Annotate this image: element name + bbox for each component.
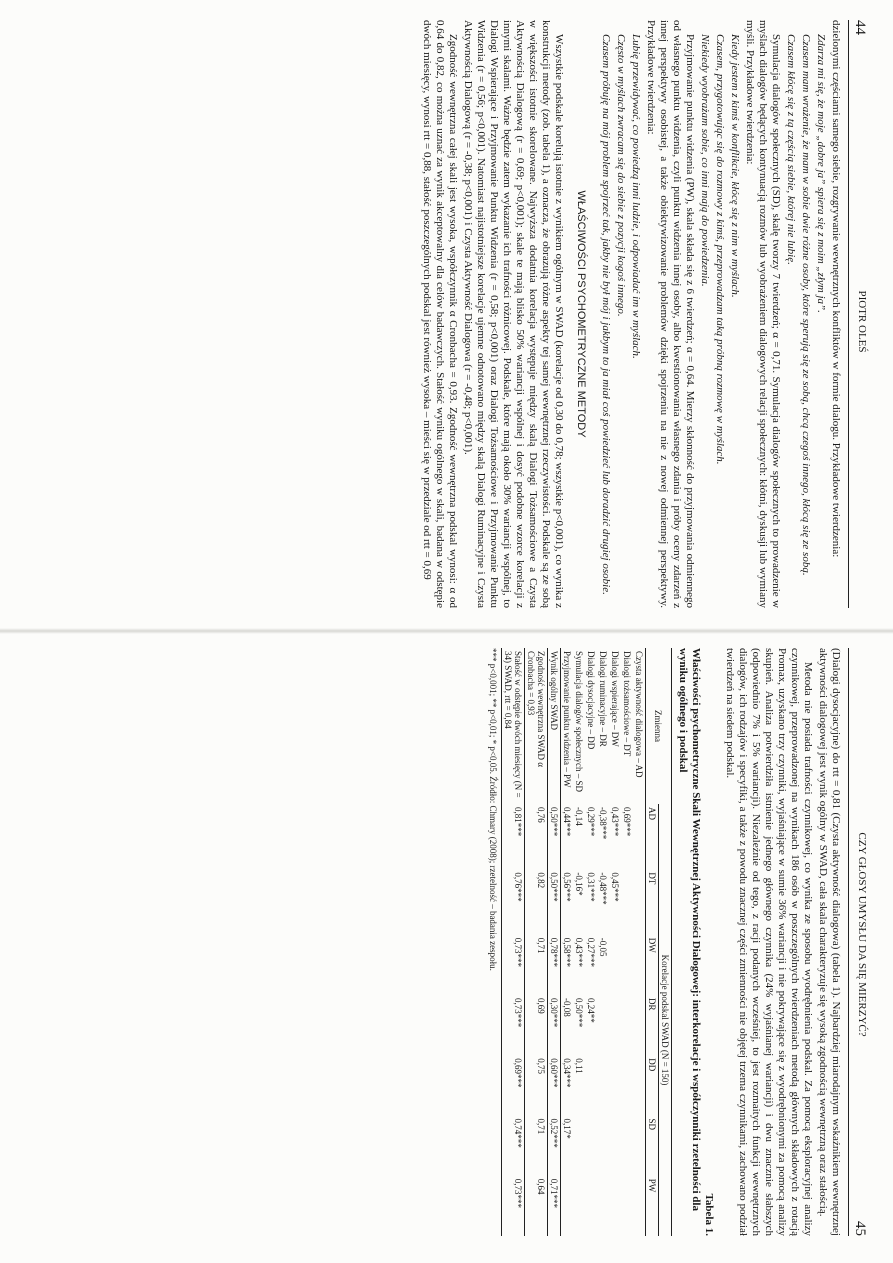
table-cell — [609, 1115, 621, 1175]
table-cell: 0,44*** — [562, 807, 572, 837]
left-page — [98, 14, 868, 614]
table-cell: 0,27*** — [586, 937, 596, 967]
group-header: Korelacje podskal SWAD (N = 150) — [659, 804, 672, 1236]
row-label: Dialogi tożsamościowe – DT — [622, 651, 632, 757]
table-cell: 0,71*** — [548, 1176, 561, 1236]
table-cell: 0,71 — [525, 1115, 548, 1175]
row-label: Zgodność wewnętrzna SWAD α Cronbacha = 0,93 — [525, 648, 548, 804]
table-cell: 0,30*** — [548, 995, 561, 1055]
table-cell — [633, 1055, 646, 1115]
left-page-number: 44 — [852, 20, 868, 35]
paragraph: Przyjmowanie punktu widzenia (PW), skala składa się z 6 twierdzeń; α = 0,64. Mierzy skłonność do przyjmowania odmiennego od własnego punktu widzenia, czyli punktu widzenia innej osoby, albo kwestionowania własnego zdania i próby oceny zdarzeń z innej perspektywy osobistej, a także obiektywizowanie problemów dzięki spojrzeniu na nie z nowej odmiennej perspektywy. Przykładowe twierdzenia: — [645, 20, 696, 608]
variable-header: Zmienna — [646, 648, 672, 804]
table-cell: 0,81*** — [502, 804, 525, 869]
table-cell — [561, 1176, 574, 1236]
table-cell — [597, 1115, 609, 1175]
table-cell: -0,08 — [562, 997, 572, 1017]
table-cell — [585, 1115, 597, 1175]
page-fold — [0, 628, 893, 634]
table-cell — [633, 935, 646, 995]
table-cell — [621, 1115, 633, 1175]
example-item: Niekiedy wyobrażam sobie, co inni mają do powiedzenia. — [699, 34, 711, 287]
section-title: WŁAŚCIWOŚCI PSYCHOMETRYCZNE METODY — [575, 190, 587, 438]
paragraph: Wszystkie podskale korelują istotnie z wynikiem ogólnym w SWAD (korelacje od 0,30 do 0,78; wszystkie p<0,001), co wynika z konstrukcji metody (zob. tabela 1), a oznacza, że obrazują różne aspekty tej samej wewnętrznej rzeczywistości. Podskale są ze sobą w większości istotnie skorelowane. Najwyższa dodatnia korelacja występuje między skalą Dialogi Tożsamościowe a Czysta Aktywnością Dialogową (r = 0,69; p<0,001); skale te mają blisko 50% wariancji wspólnej i dosyć podobne wzorce korelacji z innymi skalami. Ważne będzie zatem wykazanie ich trafności różnicowej. Podskale, które mają około 30% wariancji wspólnej, to Dialogi Wspierające i Przyjmowanie Punktu Widzenia (r = 0,58; p<0,001) oraz Dialogi Tożsamościowe i Przyjmowanie Punktu Widzenia (r = 0,56; p<0,001). Natomiast najistotniejsze korelacje ujemne odnotowano między skalą Dialogi Ruminacyjne i Czysta Aktywnością Dialogową (r = -0,38; p<0,001) i Czysta Aktywność Dialogowa (r = -0,48; p<0,001). — [462, 20, 565, 608]
table-cell: 0,50*** — [548, 804, 561, 869]
row-label: Wynik ogólny SWAD — [548, 648, 561, 804]
table-cell: 0,29*** — [586, 807, 596, 837]
table-title: Właściwości psychometryczne Skali Wewnętrznej Aktywności Dialogowej: interkorelacje i współczynniki rzetelności dla wyniku ogólnego i podskal — [677, 648, 702, 1211]
column-header: PW — [647, 1178, 657, 1193]
table-cell: 0,64 — [525, 1176, 548, 1236]
table-cell — [585, 1055, 597, 1115]
table-cell: 0,75 — [525, 1055, 548, 1115]
table-cell — [597, 995, 609, 1055]
row-label: Dialogi ruminacyjne – DR — [598, 651, 608, 747]
table-cell: 0,34*** — [562, 1058, 572, 1088]
row-label: Stałość w odstępie dwóch miesięcy (N = 34) SWAD, rtt = 0,84 — [502, 648, 525, 804]
table-cell: 0,45*** — [610, 872, 620, 902]
example-item: Czasem mam wrażenie, że mam w sobie dwie różne osoby, które sperują się ze sobą, chcą czegoś innego, kłócą się ze sobą. — [800, 34, 812, 576]
example-item: Kiedy jestem z kimś w konflikcie, kłócę się z nim w myślach. — [729, 34, 741, 298]
table-cell — [597, 1055, 609, 1115]
paragraph: Symulacja dialogów społecznych (SD), skalę tworzy 7 twierdzeń; α = 0,71. Symulacja dialogów społecznych to prowadzenie w myślach dialogów będących kontynuacją rozmów lub wyobrażeniem dialogowych relacji społecznych: kłótni, dyskusji lub wymiany myśli. Przykładowe twierdzenia: — [744, 20, 782, 608]
table-row — [609, 648, 621, 1236]
table-cell — [621, 995, 633, 1055]
table-cell: 0,78*** — [548, 935, 561, 995]
table-cell: 0,74*** — [502, 1115, 525, 1175]
left-head-title: PIOTR OLEŚ — [856, 290, 868, 353]
right-page-number: 45 — [852, 1221, 868, 1236]
table-cell: 0,73*** — [502, 995, 525, 1055]
table-cell: 0,73*** — [502, 935, 525, 995]
table-cell — [621, 935, 633, 995]
psychometric-table — [501, 648, 672, 1236]
table-row — [597, 648, 609, 1236]
table-cell: 0,71 — [525, 935, 548, 995]
table-cell: 0,50*** — [548, 869, 561, 934]
table-cell: 0,76*** — [502, 869, 525, 934]
left-running-head — [848, 20, 868, 608]
table-row — [621, 648, 633, 1236]
example-item: Czasem kłócę się z tą częścią siebie, której nie lubię. — [785, 34, 797, 265]
table-note: *** p<0,001; ** p<0,01; * p<0,05. Źródło: Chmary (2008); rzetelność – badania zespołu. — [488, 648, 498, 971]
paragraph: Metoda nie posiada trafności czynnikowej, co wynika ze sposobu wyodrębnienia podskal. Za pomocą eksploracyjnej analizy czynnikowej, przeprowadzonej na wynikach 186 osób w poszczególnych twierdzeniach metodą głównych składowych z rotacją Promax, uzyskano trzy czynniki, wyjaśniające w sumie 36% wariancji i nie pokrywające się z wyodrębnionymi za pomocą analizy skupień. Analiza potwierdziła istnienie jednego głównego czynnika (24% wyjaśnianej wariancji) i dwu znacznie słabszych (odpowiednio 7% i 5% wariancji). Niezależnie od tego, z racji podanych wcześniej, to jest rozmaitych funkcji wewnętrznych dialogów, ich rodzajów i specyfiki, a także z powodu znacznej części zmienności nie objętej trzema czynnikami, zachowano podział twierdzeń na siedem podskal. — [724, 648, 814, 1236]
paragraph: (Dialogi dysocjacyjne) do rtt = 0,81 (Czysta aktywność dialogowa) (tabela 1). Najbardziej miarodajnym wskaźnikiem wewnętrznej aktywności dialogowej jest wynik ogólny w SWAD, cała skala charakteryzuje się wysoką zgodnością wewnętrzną oraz stałością. — [817, 648, 842, 1236]
table-cell: -0,38*** — [598, 807, 608, 840]
table-cell — [609, 995, 621, 1055]
column-header: DT — [647, 872, 657, 885]
column-header: DW — [647, 937, 657, 953]
table-row — [502, 648, 525, 1236]
table-cell — [621, 869, 633, 934]
table-cell: -0,48*** — [598, 872, 608, 905]
column-header: DD — [647, 1058, 657, 1072]
table-row — [573, 648, 585, 1236]
table-cell — [609, 1176, 621, 1236]
table-cell — [633, 869, 646, 934]
example-item: Czasem próbuję na mój problem spojrzeć tak, jakby nie był mój i jakbym to ja miał coś powiedzieć lub doradzić drugiej osobie. — [600, 34, 612, 595]
table-row — [561, 648, 574, 1236]
column-header: SD — [647, 1118, 657, 1130]
row-label: Przyjmowanie punktu widzenia – PW — [562, 651, 572, 788]
table-cell: 0,76 — [525, 804, 548, 869]
table-row — [525, 648, 548, 1236]
table-number: Tabela 1. — [703, 1193, 715, 1236]
example-item: Lubię przewidywać, co powiedzą inni ludzie, i odpowiadać im w myślach. — [630, 34, 642, 359]
table-cell: 0,69 — [525, 995, 548, 1055]
table-cell — [573, 1176, 585, 1236]
table-cell: 0,50*** — [574, 997, 584, 1028]
row-label: Symulacja dialogów społecznych – SD — [574, 651, 584, 792]
table-cell: -0,14 — [574, 807, 584, 826]
table-cell: 0,17* — [562, 1118, 572, 1139]
table-cell: 0,73*** — [502, 1176, 525, 1236]
table-cell: 0,58*** — [562, 937, 572, 967]
table-cell — [633, 1115, 646, 1175]
table-cell: 0,43*** — [574, 937, 584, 967]
row-label: Czysta aktywność dialogowa – AD — [634, 651, 644, 778]
paragraph: dzielonymi częściami samego siebie, rozgrywanie wewnętrznych konfliktów w formie dialogu. Przykładowe twierdzenia: — [830, 20, 842, 558]
table-row — [633, 648, 646, 1236]
row-label: Dialogi wspierające – DW — [610, 651, 620, 747]
row-label: Dialogi dysocjacyjne – DD — [586, 651, 596, 750]
table-caption — [676, 648, 715, 1236]
table-cell — [609, 1055, 621, 1115]
example-item: Zdarza mi się, że moje „dobre ja” spiera się z moim „złym ja”. — [815, 34, 827, 313]
table-cell — [633, 804, 646, 869]
table-cell — [573, 1115, 585, 1175]
table-cell — [597, 1176, 609, 1236]
column-header: DR — [647, 997, 657, 1011]
table-cell: 0,69*** — [502, 1055, 525, 1115]
right-running-head — [848, 648, 868, 1236]
table-cell — [633, 995, 646, 1055]
table-cell: 0,52*** — [548, 1115, 561, 1175]
table-cell: 0,60*** — [548, 1055, 561, 1115]
paragraph: Zgodność wewnętrzna całej skali jest wysoka, współczynnik α Cronbacha = 0,93. Zgodność wewnętrzna podskal wynosi: α od 0,64 do 0,82, co można uznać za wynik akceptowalny dla celów badawczych. Stałość wyniku ogólnego w skali, badana w odstępie dwóch miesięcy, wynosi rtt = 0,88, stałość poszczególnych podskal jest również wysoka – mieści się w przedziale od rtt = 0,69 — [421, 20, 459, 608]
table-cell: 0,82 — [525, 869, 548, 934]
table-cell: 0,43*** — [610, 807, 620, 837]
table-cell — [633, 1176, 646, 1236]
table-cell: -0,16* — [574, 872, 584, 896]
table-cell: 0,11 — [574, 1058, 584, 1074]
table-cell — [585, 1176, 597, 1236]
table-cell — [621, 1176, 633, 1236]
example-item: Czasem, przygotowując się do rozmowy z kimś, przeprowadzam taką próbną rozmowę w myślach. — [714, 34, 726, 465]
table-cell: -0,05 — [598, 937, 608, 957]
table-cell: 0,69*** — [622, 807, 632, 837]
table-row — [548, 648, 561, 1236]
table-cell: 0,56*** — [562, 872, 572, 902]
right-head-title: CZY GŁOSY UMYSŁU DA SIĘ MIERZYĆ? — [856, 832, 868, 1037]
example-item: Często w myślach zwracam się do siebie z pozycji kogoś innego. — [615, 34, 627, 317]
table-cell: 0,24** — [586, 997, 596, 1023]
table-cell: 0,31*** — [586, 872, 596, 902]
right-page — [78, 642, 868, 1242]
table-row — [585, 648, 597, 1236]
column-header: AD — [647, 807, 657, 820]
table-cell — [609, 935, 621, 995]
table-cell — [621, 1055, 633, 1115]
